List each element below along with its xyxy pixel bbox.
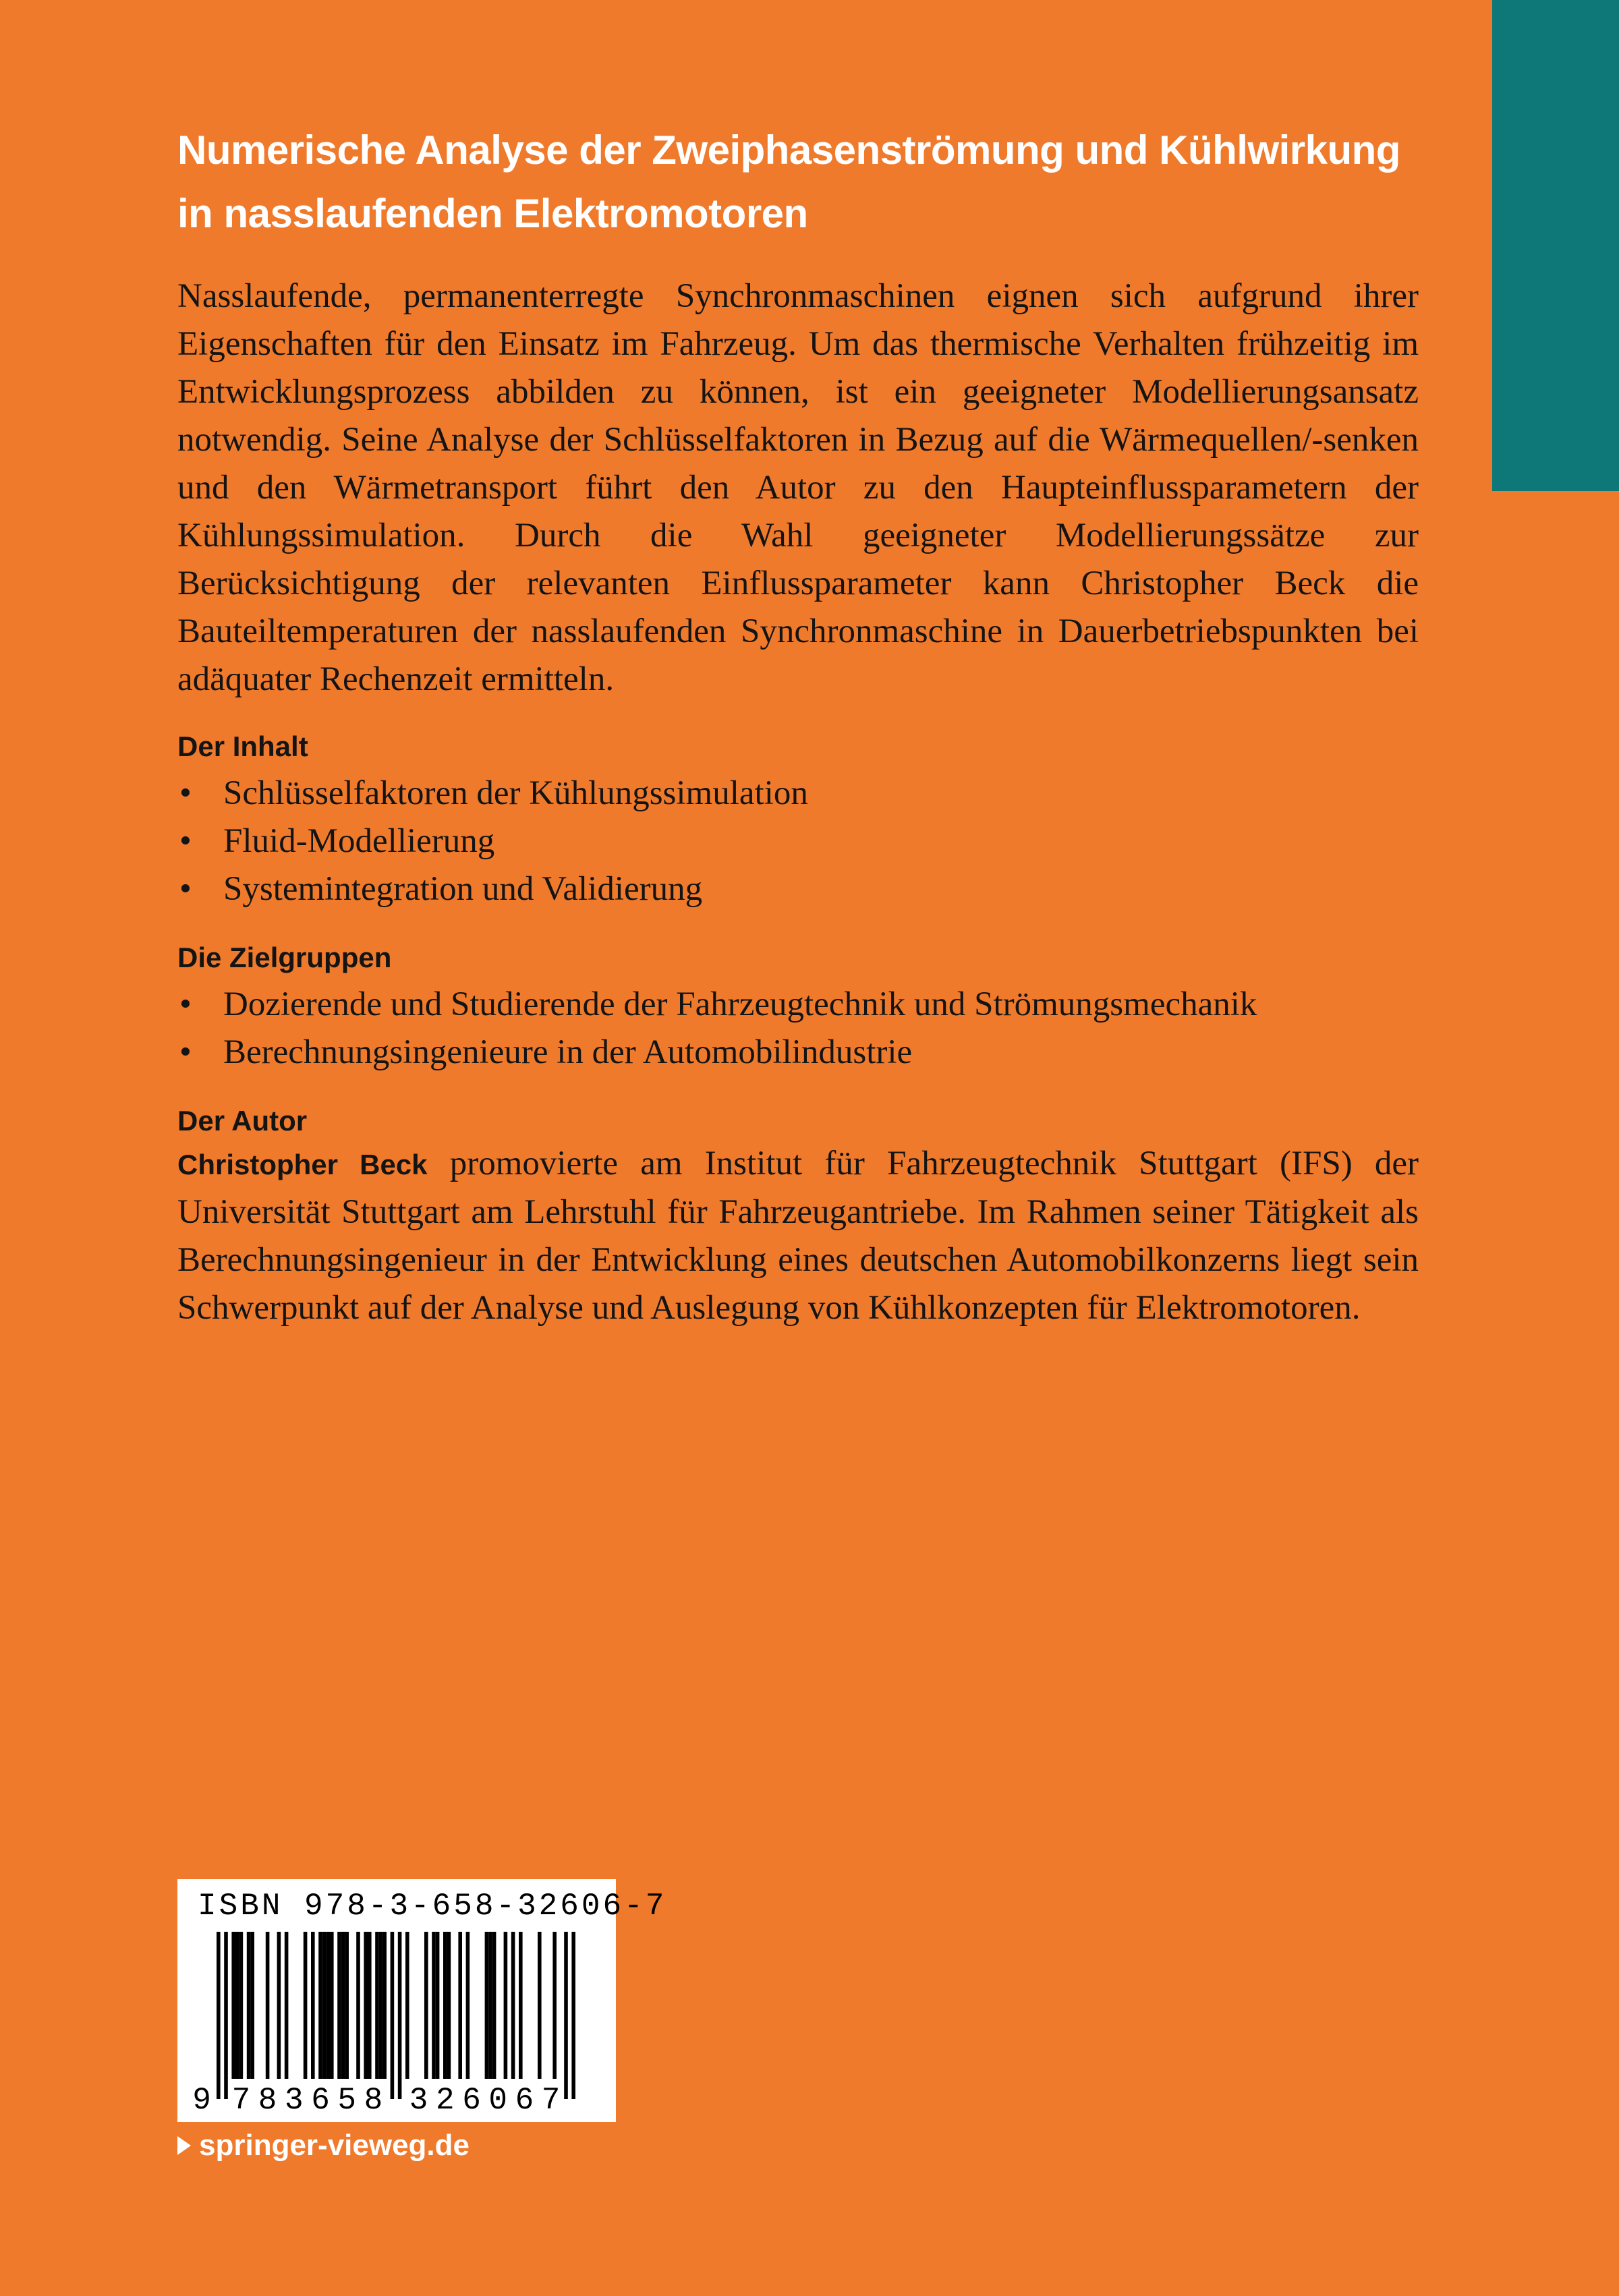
list-item: • Berechnungsingenieure in der Automobilindustrie xyxy=(177,1029,1419,1077)
barcode-bar xyxy=(375,1932,379,2079)
barcode-bar xyxy=(398,1932,402,2099)
barcode-bar xyxy=(382,1932,387,2079)
barcode-digit: 8 xyxy=(364,2083,383,2118)
barcode-bar xyxy=(330,1932,334,2079)
bullet-icon: • xyxy=(179,1033,192,1071)
barcode-bar xyxy=(458,1932,462,2079)
barcode-digit: 7 xyxy=(231,2083,251,2118)
barcode-bar xyxy=(341,1932,345,2079)
barcode-bar xyxy=(504,1932,508,2079)
barcode-bar xyxy=(424,1932,428,2079)
barcode-bar xyxy=(492,1932,496,2079)
barcode-bar xyxy=(250,1932,254,2079)
barcode-bar xyxy=(322,1932,326,2079)
barcode-bar xyxy=(345,1932,349,2079)
isbn-label: ISBN 978-3-658-32606-7 xyxy=(198,1889,667,1924)
barcode-bar xyxy=(368,1932,372,2079)
barcode-digit: 6 xyxy=(311,2083,330,2118)
barcode-digit: 5 xyxy=(337,2083,357,2118)
inhalt-heading: Der Inhalt xyxy=(177,730,308,762)
barcode-bar xyxy=(217,1932,221,2099)
list-item: • Dozierende und Studierende der Fahrzeugtechnik und Strömungsmechanik xyxy=(177,981,1419,1029)
barcode-bar xyxy=(538,1932,542,2079)
barcode-bar xyxy=(337,1932,341,2079)
isbn-barcode xyxy=(177,1879,667,2122)
list-item: • Schlüsselfaktoren der Kühlungssimulation xyxy=(177,770,1419,817)
barcode-bar xyxy=(239,1932,244,2079)
author-name: Christopher Beck xyxy=(177,1149,428,1180)
book-description: Nasslaufende, permanenterregte Synchronmaschinen eignen sich aufgrund ihrer Eigenschaften für den Einsatz im Fahrzeug. Um das thermische Verhalten frühzeitig im Entwicklungsprozess abbilden zu können, ist ein geeigneter Modellierungsansatz notwendig. Seine Analyse der Schlüsselfaktoren in Bezug auf die Wärmequellen/-senken und den Wärmetransport führt den Autor zu den Haupteinflussparametern der Kühlungssimulation. Durch die Wahl geeigneter Modellierungssätze zur Berücksichtigung der relevanten Einflussparameter kann Christopher Beck die Bauteiltemperaturen der nasslaufenden Synchronmaschine in Dauerbetriebspunkten bei adäquater Rechenzeit ermitteln. xyxy=(177,277,1419,698)
barcode-digit: 9 xyxy=(192,2083,211,2118)
barcode-bar xyxy=(488,1932,492,2079)
barcode-bar xyxy=(304,1932,308,2079)
barcode-digit: 0 xyxy=(488,2083,508,2118)
barcode-bar xyxy=(266,1932,270,2079)
barcode-digit: 8 xyxy=(258,2083,277,2118)
publisher-url: springer-vieweg.de xyxy=(199,2129,470,2162)
barcode-bar xyxy=(432,1932,436,2079)
barcode-graphic xyxy=(177,1879,616,2122)
barcode-bar xyxy=(511,1932,515,2079)
barcode-bar xyxy=(552,1932,557,2079)
back-cover-content xyxy=(177,119,1419,1332)
accent-band xyxy=(1492,0,1619,491)
list-item: • Systemintegration und Validierung xyxy=(177,865,1419,913)
inhalt-section xyxy=(177,728,1419,913)
barcode-bar xyxy=(564,1932,568,2099)
barcode-bar xyxy=(443,1932,447,2079)
barcode-bar xyxy=(356,1932,360,2079)
barcode-bar xyxy=(436,1932,440,2079)
barcode-bar xyxy=(318,1932,322,2079)
barcode-bar xyxy=(379,1932,383,2079)
barcode-digit: 7 xyxy=(541,2083,561,2118)
author-bio xyxy=(177,1140,1419,1332)
barcode-bar xyxy=(235,1932,239,2079)
barcode-bar xyxy=(447,1932,451,2079)
zielgruppen-heading: Die Zielgruppen xyxy=(177,942,392,973)
barcode-bar xyxy=(405,1932,409,2079)
barcode-bar xyxy=(247,1932,251,2079)
barcode-digit: 6 xyxy=(515,2083,534,2118)
barcode-digit: 3 xyxy=(284,2083,304,2118)
bullet-icon: • xyxy=(179,774,192,812)
barcode-digit: 6 xyxy=(462,2083,481,2118)
barcode-bar xyxy=(485,1932,489,2079)
barcode-bar xyxy=(326,1932,330,2079)
barcode-bar xyxy=(466,1932,470,2079)
barcode-digit: 2 xyxy=(435,2083,455,2118)
barcode-bar xyxy=(391,1932,395,2099)
inhalt-list xyxy=(177,770,1419,913)
zielgruppen-section xyxy=(177,939,1419,1077)
publisher-link[interactable] xyxy=(177,2129,470,2162)
arrow-right-icon xyxy=(177,2136,191,2155)
bullet-icon: • xyxy=(179,985,192,1023)
barcode-bar xyxy=(224,1932,228,2099)
book-title: Numerische Analyse der Zweiphasenströmung und Kühlwirkung in nasslaufenden Elektromotoren xyxy=(177,127,1400,236)
bullet-icon: • xyxy=(179,822,192,860)
zielgruppen-list xyxy=(177,981,1419,1077)
barcode-bar xyxy=(277,1932,281,2079)
barcode-bar xyxy=(571,1932,575,2099)
author-bio-text: promovierte am Institut für Fahrzeugtechnik Stuttgart (IFS) der Universität Stuttgart am Lehrstuhl für Fahrzeugantriebe. Im Rahmen seiner Tätigkeit als Berechnungsingenieur in der Entwicklung eines deutschen Automobilkonzerns liegt sein Schwerpunkt auf der Analyse und Auslegung von Kühlkonzepten für Elektromotoren. xyxy=(177,1145,1419,1327)
autor-section xyxy=(177,1102,1419,1332)
list-item: • Fluid-Modellierung xyxy=(177,817,1419,865)
autor-heading: Der Autor xyxy=(177,1105,308,1137)
barcode-bar xyxy=(364,1932,368,2079)
barcode-bar xyxy=(231,1932,235,2079)
barcode-bar xyxy=(285,1932,289,2079)
barcode-bar xyxy=(519,1932,523,2079)
barcode-bar xyxy=(311,1932,315,2079)
barcode-digit: 3 xyxy=(409,2083,428,2118)
bullet-icon: • xyxy=(179,870,192,908)
